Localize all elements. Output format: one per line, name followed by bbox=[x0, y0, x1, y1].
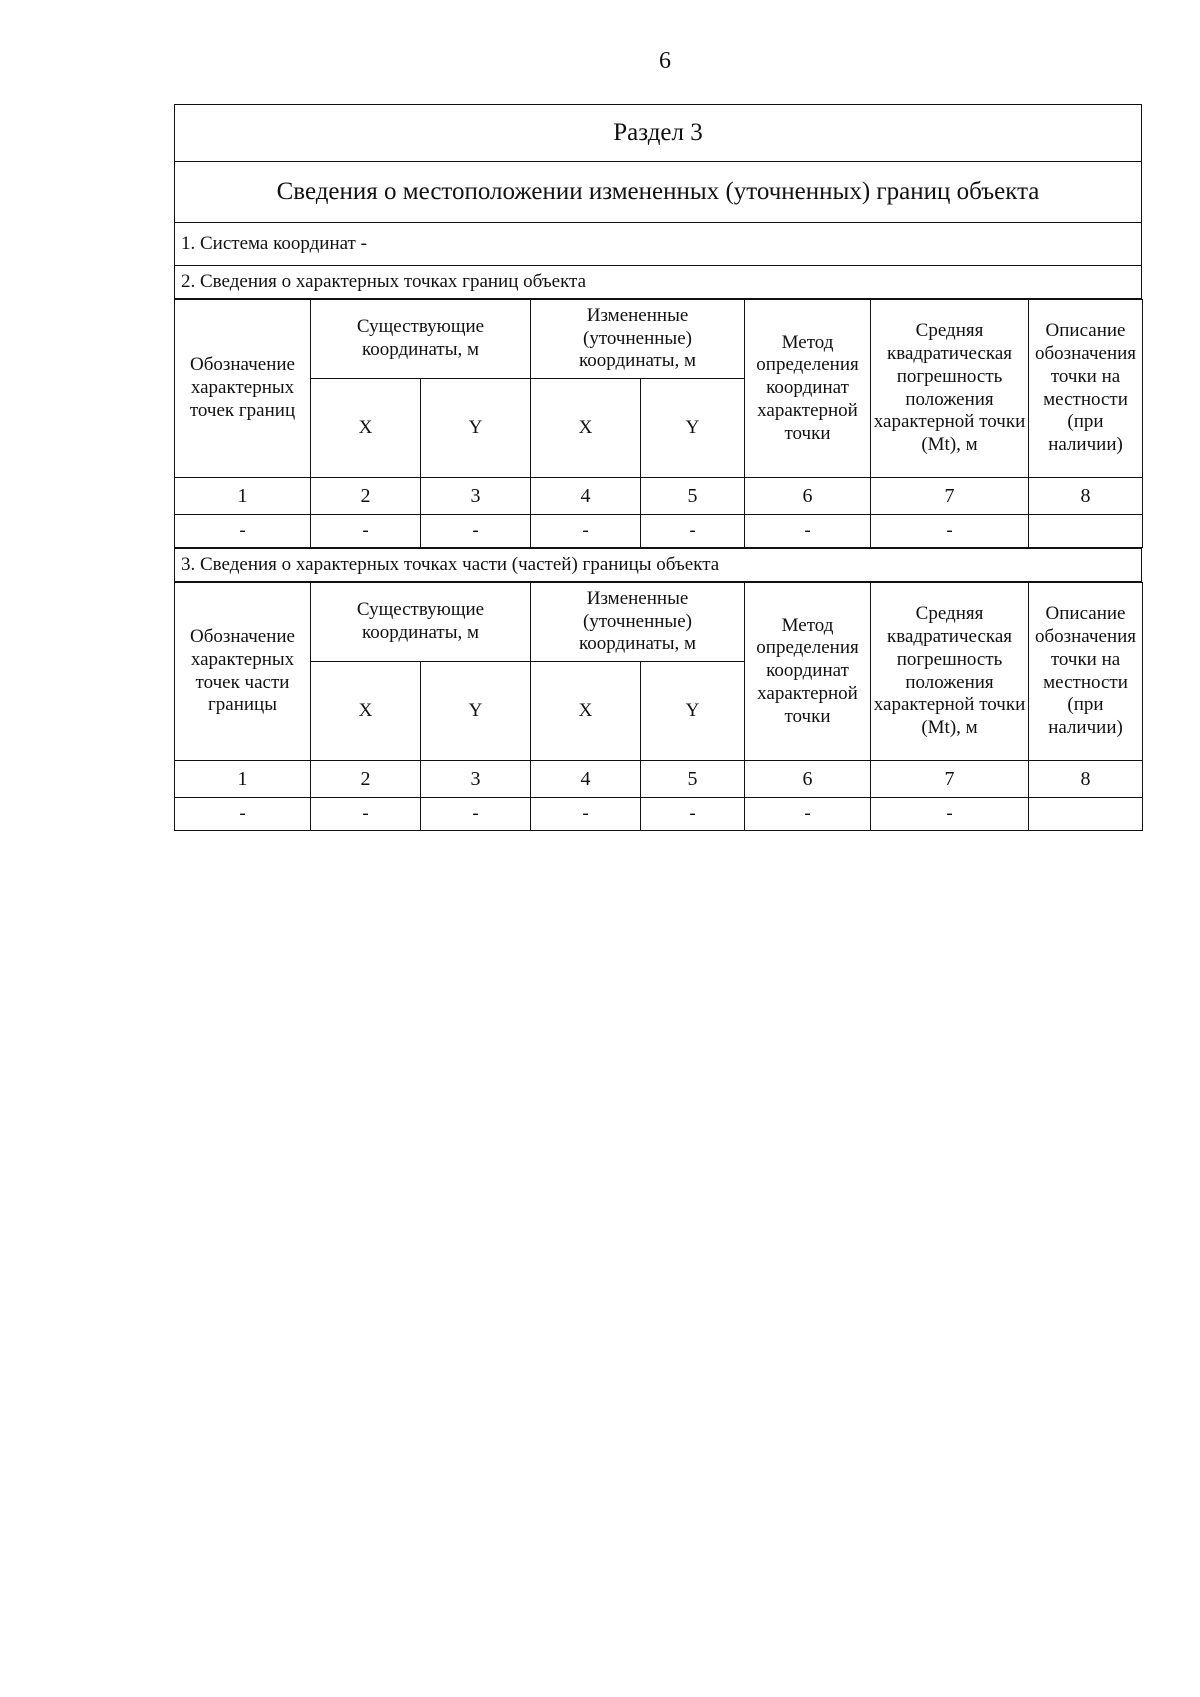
column-number: 4 bbox=[531, 478, 641, 515]
section-subtitle: Сведения о местоположении измененных (уточненных) границ объекта bbox=[175, 162, 1142, 223]
section-title: Раздел 3 bbox=[175, 105, 1142, 162]
header-method: Метод определения координат характерной точки bbox=[745, 583, 871, 761]
table-cell bbox=[1029, 798, 1143, 831]
table-cell: - bbox=[531, 515, 641, 548]
column-number: 4 bbox=[531, 761, 641, 798]
table2-caption-table bbox=[174, 548, 1142, 582]
header-changed-y: Y bbox=[641, 379, 745, 478]
column-number: 7 bbox=[871, 761, 1029, 798]
table-cell bbox=[1029, 515, 1143, 548]
table-cell: - bbox=[745, 515, 871, 548]
header-existing-y: Y bbox=[421, 662, 531, 761]
header-point-designation: Обозначение характерных точек части границы bbox=[175, 583, 311, 761]
header-mean-error: Средняя квадратическая погрешность положения характерной точки (Mt), м bbox=[871, 300, 1029, 478]
header-method: Метод определения координат характерной точки bbox=[745, 300, 871, 478]
column-number: 6 bbox=[745, 478, 871, 515]
table-cell: - bbox=[175, 798, 311, 831]
page-number: 6 bbox=[659, 48, 671, 74]
coordinate-system-line: 1. Система координат - bbox=[175, 223, 1142, 266]
boundary-part-points-table bbox=[174, 582, 1143, 831]
table-cell: - bbox=[745, 798, 871, 831]
header-changed-x: X bbox=[531, 662, 641, 761]
column-number: 1 bbox=[175, 478, 311, 515]
boundary-points-table bbox=[174, 299, 1143, 548]
table-cell: - bbox=[871, 798, 1029, 831]
header-changed-coordinates: Измененные (уточненные) координаты, м bbox=[531, 300, 745, 379]
column-number: 1 bbox=[175, 761, 311, 798]
header-existing-x: X bbox=[311, 379, 421, 478]
header-changed-x: X bbox=[531, 379, 641, 478]
column-number: 5 bbox=[641, 761, 745, 798]
document-section bbox=[174, 104, 1142, 831]
table-cell: - bbox=[641, 515, 745, 548]
table-cell: - bbox=[871, 515, 1029, 548]
table-cell: - bbox=[175, 515, 311, 548]
table-cell: - bbox=[311, 798, 421, 831]
header-existing-coordinates: Существующие координаты, м bbox=[311, 300, 531, 379]
section-header-table bbox=[174, 104, 1142, 299]
column-number: 2 bbox=[311, 761, 421, 798]
column-number: 7 bbox=[871, 478, 1029, 515]
table-cell: - bbox=[421, 798, 531, 831]
header-existing-coordinates: Существующие координаты, м bbox=[311, 583, 531, 662]
header-mean-error: Средняя квадратическая погрешность положения характерной точки (Mt), м bbox=[871, 583, 1029, 761]
header-point-designation: Обозначение характерных точек границ bbox=[175, 300, 311, 478]
table1-caption: 2. Сведения о характерных точках границ объекта bbox=[175, 266, 1142, 299]
table2-caption: 3. Сведения о характерных точках части (частей) границы объекта bbox=[175, 549, 1142, 582]
table-cell: - bbox=[421, 515, 531, 548]
header-existing-x: X bbox=[311, 662, 421, 761]
column-number: 8 bbox=[1029, 761, 1143, 798]
header-changed-coordinates: Измененные (уточненные) координаты, м bbox=[531, 583, 745, 662]
column-number: 6 bbox=[745, 761, 871, 798]
column-number: 2 bbox=[311, 478, 421, 515]
column-number: 3 bbox=[421, 761, 531, 798]
table-cell: - bbox=[641, 798, 745, 831]
table-cell: - bbox=[311, 515, 421, 548]
header-existing-y: Y bbox=[421, 379, 531, 478]
column-number: 8 bbox=[1029, 478, 1143, 515]
header-changed-y: Y bbox=[641, 662, 745, 761]
header-description: Описание обозначения точки на местности (при наличии) bbox=[1029, 583, 1143, 761]
header-description: Описание обозначения точки на местности (при наличии) bbox=[1029, 300, 1143, 478]
column-number: 3 bbox=[421, 478, 531, 515]
table-cell: - bbox=[531, 798, 641, 831]
column-number: 5 bbox=[641, 478, 745, 515]
